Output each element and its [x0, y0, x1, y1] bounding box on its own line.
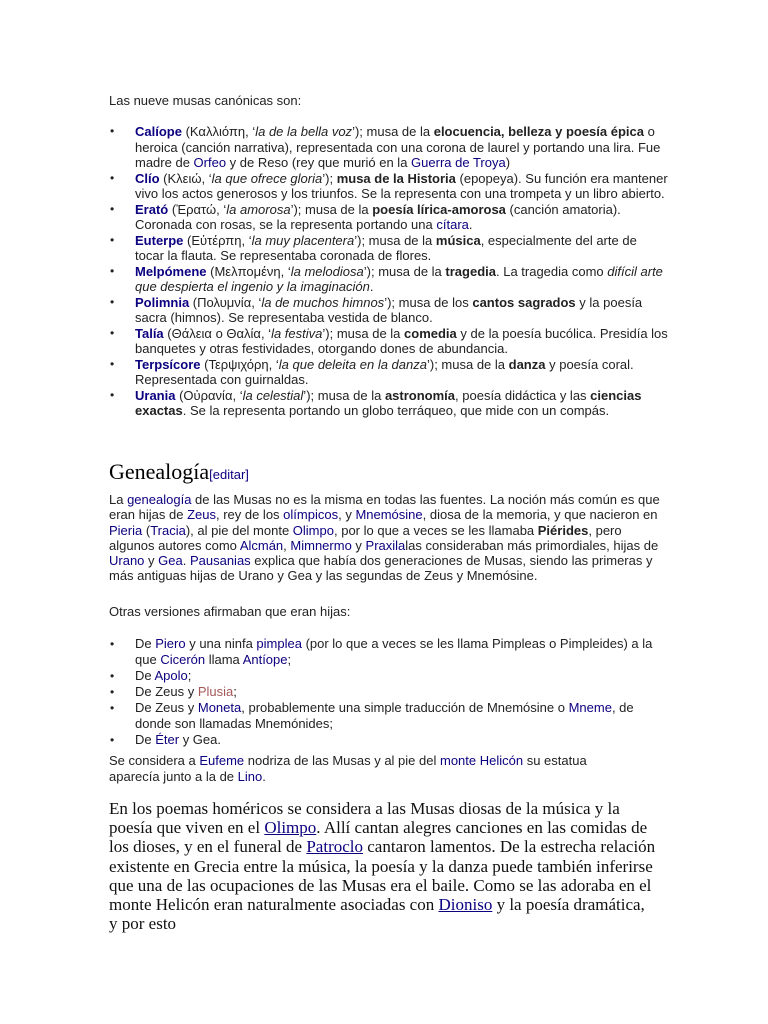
text-run: , por lo que a veces se les llamaba: [333, 522, 538, 538]
muse-meaning: la amorosa: [226, 201, 291, 217]
text-run: Se considera a: [109, 753, 200, 768]
genealogy-paragraph: [109, 492, 664, 584]
text-run: .: [369, 279, 374, 294]
bold-text: Piérides: [537, 522, 589, 538]
list-item: • Clío (Κλειώ, ‘la que ofrece gloria’); musa de la Historia (epopeya). Su función era mantener vivo los actos generosos y los triunfos. Se la representa con una trompeta y un libro abierto.: [109, 171, 669, 202]
muse-link[interactable]: Calíope: [135, 124, 182, 139]
text-run: . Allí cantan alegres canciones en las comidas de los dioses, y en el funeral de: [109, 818, 648, 857]
list-item: • Euterpe (Εὐτέρπη, ‘la muy placentera’); musa de la música, especialmente del arte de tocar la flauta. Se representaba coronada de flores.: [109, 233, 669, 264]
text-run: De Zeus y: [135, 700, 198, 715]
text-run: . Se la representa portando un globo terráqueo, que mide con un compás.: [182, 403, 610, 418]
muse-meaning: la muy placentera: [251, 232, 355, 248]
text-run: y de la poesía bucólica. Presidía los banquetes y otras festividades, otorgando dones de abundancia.: [135, 325, 668, 356]
homeric-paragraph: [109, 799, 657, 933]
list-item: [109, 732, 669, 748]
list-item: • Terpsícore (Τερψιχόρη, ‘la que deleita en la danza’); musa de la danza y poesía coral. Representada con guirnaldas.: [109, 357, 669, 388]
greek-name: Καλλιόπη: [189, 124, 246, 139]
text-run: su estatua aparecía junto a la de: [109, 753, 587, 784]
link[interactable]: Urano: [109, 553, 145, 569]
text-run: , poesía didáctica y las: [455, 387, 591, 403]
link[interactable]: Alcmán: [239, 537, 284, 553]
edit-link[interactable]: [editar]: [209, 467, 249, 482]
muse-domain: poesía lírica-amorosa: [372, 201, 506, 217]
list-item: • Erató (Ἐρατώ, ‘la amorosa’); musa de la poesía lírica-amorosa (canción amatoria). Coronada con rosas, se la representa portando una cítara.: [109, 202, 669, 233]
muse-domain: ciencias exactas: [135, 387, 642, 418]
link[interactable]: Éter: [155, 732, 180, 747]
muse-meaning: la que deleita en la danza: [278, 356, 427, 372]
greek-name: Τερψιχόρη: [208, 356, 269, 372]
muse-domain: tragedia: [445, 263, 496, 279]
text-run: De: [135, 668, 155, 683]
muse-link[interactable]: Clío: [135, 170, 160, 186]
muse-domain: musa de la Historia: [336, 170, 456, 186]
text-run: ); musa de la: [357, 232, 436, 248]
list-item: [109, 700, 669, 732]
list-item: • Melpómene (Μελπομένη, ‘la melodiosa’); musa de la tragedia. La tragedia como difícil arte que despierta el ingenio y la imaginación.: [109, 264, 669, 295]
muse-meaning: la melodiosa: [290, 263, 364, 279]
text-run: explica que había dos generaciones de Musas, siendo las primeras y más antiguas hijas de Urano y Gea y las segundas de Zeus y Mnemósine.: [109, 553, 653, 584]
text-run: y: [351, 537, 366, 553]
link[interactable]: Olimpo: [264, 818, 317, 838]
link[interactable]: Dioniso: [438, 895, 493, 915]
link[interactable]: Tracia: [150, 522, 186, 538]
link[interactable]: Lino: [237, 768, 263, 784]
text-run: ): [505, 155, 511, 170]
text-run: y de Reso (rey que murió en la: [226, 155, 412, 170]
text-run: o heroica (canción narrativa), representada con una corona de laurel y portando una lira. Fue madre de: [135, 124, 661, 170]
muse-domain: música: [435, 232, 481, 248]
text-run: ;: [187, 668, 192, 683]
text-run: De Zeus y: [135, 684, 198, 699]
link[interactable]: pimplea: [256, 636, 302, 651]
link[interactable]: Pieria: [109, 522, 143, 538]
link[interactable]: Mnemósine: [355, 507, 423, 523]
text-run: , probablemente una simple traducción de Mnemósine o: [241, 700, 569, 715]
text-run: ); musa de la: [293, 201, 373, 217]
text-run: y poesía coral. Representada con guirnaldas.: [135, 356, 634, 387]
link[interactable]: Piero: [155, 636, 186, 651]
link-citara[interactable]: cítara: [436, 217, 469, 232]
muse-domain: elocuencia, belleza y poesía épica: [433, 124, 644, 139]
text-run: ); musa de la: [366, 263, 446, 279]
text-run: ); musa de la: [306, 387, 385, 403]
section-title: Genealogía: [109, 459, 210, 484]
greek-name: Θάλεια o Θαλία: [171, 325, 261, 341]
link-guerra-troya[interactable]: Guerra de Troya: [411, 155, 506, 170]
text-run: ;: [233, 684, 237, 699]
muse-domain: comedia: [404, 325, 457, 341]
list-item: [109, 684, 669, 700]
greek-name: Ἐρατώ: [176, 201, 217, 217]
text-run: (por lo que a veces se les llama Pimpleas o Pimpleides) a la que: [135, 636, 653, 667]
versions-list: [109, 636, 669, 748]
text-run: llama: [205, 652, 243, 667]
text-run: ); musa de la: [429, 356, 509, 372]
text-run: (canción amatoria). Coronada con rosas, se la representa portando una: [135, 201, 621, 232]
muse-link[interactable]: Erató: [135, 201, 169, 217]
muse-meaning: la de la bella voz: [255, 124, 353, 139]
text-run: (epopeya). Su función era mantener vivo los actos generosos y los triunfos. Se la representa con una trompeta y un libro abierto.: [135, 170, 668, 201]
section-heading: [109, 459, 249, 485]
muse-meaning: la de muchos himnos: [261, 294, 385, 310]
greek-name: Εὐτέρπη: [191, 232, 242, 248]
text-run: De: [135, 732, 156, 747]
text-run: ), al pie del monte: [185, 522, 293, 538]
eufeme-paragraph: [109, 753, 629, 784]
text-run: ); musa de la: [325, 325, 405, 341]
link[interactable]: Pausanias: [189, 553, 251, 569]
text-run: y Gea.: [179, 732, 221, 747]
link[interactable]: Antíope: [242, 652, 288, 667]
text-run: y: [144, 553, 159, 569]
text-run: En los poemas homéricos se considera a las Musas diosas de la música y la poesía que viven en el: [109, 799, 620, 838]
text-run: nodriza de las Musas y al pie del: [244, 753, 440, 768]
text-run: , y: [338, 507, 356, 523]
text-run: cantaron lamentos. De la estrecha relación existente en Grecia entre la música, la poesía y la danza puede también inferirse que una de las ocupaciones de las Musas era el baile. Como se las adoraba en el monte Helicón eran naturalmente asociadas con: [109, 837, 656, 915]
text-run: , diosa de la memoria, y que nacieron en: [422, 507, 658, 523]
text-run: , pero algunos autores como: [109, 522, 622, 553]
muse-domain: danza: [508, 356, 546, 372]
link[interactable]: Mneme: [568, 700, 612, 715]
text-run: , de donde son llamadas Mnemónides;: [135, 700, 634, 731]
link-orfeo[interactable]: Orfeo: [193, 155, 227, 170]
list-item: [109, 636, 669, 668]
text-run: y la poesía dramática, y por esto: [109, 895, 645, 934]
missing-link[interactable]: Plusia: [197, 684, 234, 699]
muse-meaning: la celestial: [242, 387, 304, 403]
link[interactable]: Moneta: [197, 700, 242, 715]
link[interactable]: Mimnermo: [290, 537, 352, 553]
text-run: y una ninfa: [185, 636, 257, 651]
greek-name: Κλειώ: [167, 170, 202, 186]
list-item: • Calíope (Καλλιόπη, ‘la de la bella voz’); musa de la elocuencia, belleza y poesía épica o heroica (canción narrativa), representada con una corona de laurel y portando una lira. Fue madre de Orfeo y de Reso (rey que murió en la Guerra de Troya): [109, 124, 669, 171]
muse-link[interactable]: Urania: [135, 387, 176, 403]
list-item: [109, 668, 669, 684]
text-run: ,: [283, 537, 291, 553]
muse-domain: astronomía: [384, 387, 456, 403]
text-run: De: [135, 636, 156, 651]
text-run: de las Musas no es la misma en todas las fuentes. La noción más común es que eran hijas de: [109, 492, 660, 523]
link[interactable]: Praxilа: [365, 537, 406, 553]
text-run: La: [109, 492, 128, 507]
muses-list: [109, 124, 669, 419]
text-run: );: [325, 170, 337, 186]
text-run: (: [142, 522, 151, 538]
greek-name: Μελπομένη: [214, 263, 281, 279]
link[interactable]: Zeus: [187, 507, 216, 523]
text-run: . La tragedia como: [495, 263, 608, 279]
list-item: • Talía (Θάλεια o Θαλία, ‘la festiva’); musa de la comedia y de la poesía bucólica. Presidía los banquetes y otras festividades, otorgando dones de abundancia.: [109, 326, 669, 357]
text-run: ); musa de la: [354, 124, 434, 139]
text-run: , especialmente del arte de tocar la flauta. Se representaba coronada de flores.: [135, 232, 637, 263]
text-run: ); musa de los: [387, 294, 473, 310]
link[interactable]: Patroclo: [306, 837, 363, 857]
link[interactable]: Gea: [158, 553, 183, 569]
italic-text: difícil arte que despierta el ingenio y la imaginación: [135, 263, 663, 294]
text-run: .: [468, 217, 473, 232]
muse-link[interactable]: Terpsícore: [135, 356, 201, 372]
muse-link[interactable]: Talía: [135, 325, 164, 341]
muse-link[interactable]: Polimnia: [135, 294, 190, 310]
text-run: , rey de los: [215, 507, 284, 523]
link[interactable]: monte Helicón: [439, 753, 524, 768]
link[interactable]: Cicerón: [160, 652, 206, 667]
list-item: • Polimnia (Πολυμνία, ‘la de muchos himnos’); musa de los cantos sagrados y la poesía sacra (himnos). Se representaba vestida de blanco.: [109, 295, 669, 326]
greek-name: Οὐρανία: [183, 387, 233, 403]
text-run: las consideraban más primordiales, hijas de: [405, 537, 659, 553]
text-run: .: [182, 553, 190, 569]
muse-link[interactable]: Euterpe: [135, 232, 184, 248]
link[interactable]: Apolo: [154, 668, 188, 683]
greek-name: Πολυμνία: [197, 294, 252, 310]
versions-intro: Otras versiones afirmaban que eran hijas:: [109, 604, 351, 619]
link[interactable]: Olimpo: [292, 522, 334, 538]
link[interactable]: olímpicos: [283, 507, 339, 523]
link[interactable]: Eufeme: [199, 753, 245, 768]
text-run: ;: [287, 652, 292, 667]
muse-domain: cantos sagrados: [472, 294, 576, 310]
muse-link[interactable]: Melpómene: [135, 263, 207, 279]
text-run: y la poesía sacra (himnos). Se representaba vestida de blanco.: [135, 294, 643, 325]
muse-meaning: la festiva: [271, 325, 323, 341]
link[interactable]: genealogía: [127, 492, 192, 507]
intro-text: Las nueve musas canónicas son:: [109, 93, 302, 108]
list-item: • Urania (Οὐρανία, ‘la celestial’); musa de la astronomía, poesía didáctica y las ciencias exactas. Se la representa portando un globo terráqueo, que mide con un compás.: [109, 388, 669, 419]
text-run: .: [262, 768, 266, 784]
muse-meaning: la que ofrece gloria: [211, 170, 323, 186]
